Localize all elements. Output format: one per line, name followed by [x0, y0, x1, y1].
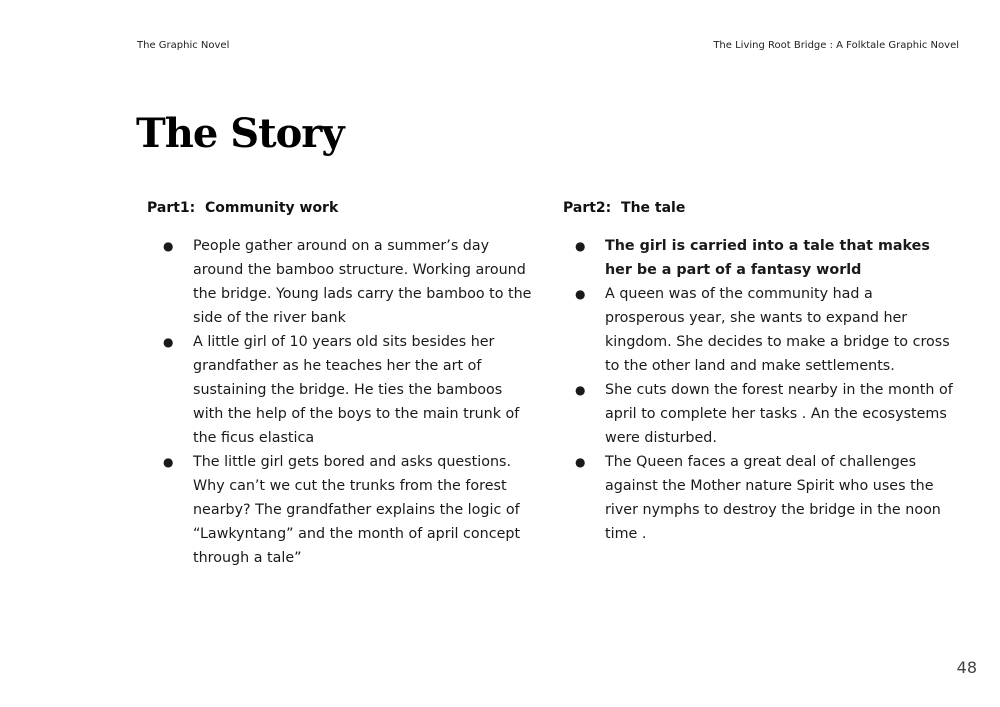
list-item-text: A queen was of the community had a prosperous year, she wants to expand her kingdom. She decides to make a bridge to cross to the other land and make settlements.	[605, 286, 950, 374]
list-item	[147, 234, 532, 330]
list-item-text: People gather around on a summer’s day around the bamboo structure. Working around the bridge. Young lads carry the bamboo to the side of the river bank	[193, 238, 532, 326]
bullet-icon: ●	[163, 455, 174, 469]
list-item-text: The little girl gets bored and asks questions. Why can’t we cut the trunks from the forest nearby? The grandfather explains the logic of “Lawkyntang” and the month of april concept through a tale”	[193, 454, 521, 566]
part1-column	[147, 200, 532, 570]
part2-column	[563, 200, 955, 546]
list-item-text: She cuts down the forest nearby in the month of april to complete her tasks . An the ecosystems were disturbed.	[605, 382, 953, 446]
part1-heading: Part1: Community work	[147, 200, 339, 216]
bullet-icon: ●	[575, 239, 586, 253]
list-item	[563, 450, 955, 546]
bullet-icon: ●	[163, 239, 174, 253]
bullet-icon: ●	[575, 455, 586, 469]
list-item	[563, 234, 955, 282]
list-item-text: A little girl of 10 years old sits besides her grandfather as he teaches her the art of sustaining the bridge. He ties the bamboos with the help of the boys to the main trunk of the ficus elastica	[193, 334, 520, 446]
bullet-icon: ●	[163, 335, 174, 349]
header-left: The Graphic Novel	[137, 40, 230, 51]
list-item	[147, 330, 532, 450]
page-title: The Story	[136, 110, 344, 157]
part2-list	[563, 234, 955, 546]
header-right: The Living Root Bridge : A Folktale Graphic Novel	[713, 40, 959, 51]
list-item	[147, 450, 532, 570]
list-item-text: The Queen faces a great deal of challenges against the Mother nature Spirit who uses the river nymphs to destroy the bridge in the noon time .	[605, 454, 941, 542]
list-item	[563, 378, 955, 450]
part1-list	[147, 234, 532, 570]
bullet-icon: ●	[575, 383, 586, 397]
list-item-text: The girl is carried into a tale that makes her be a part of a fantasy world	[605, 238, 930, 278]
part2-heading: Part2: The tale	[563, 200, 686, 216]
bullet-icon: ●	[575, 287, 586, 301]
page-number: 48	[956, 658, 977, 677]
list-item	[563, 282, 955, 378]
